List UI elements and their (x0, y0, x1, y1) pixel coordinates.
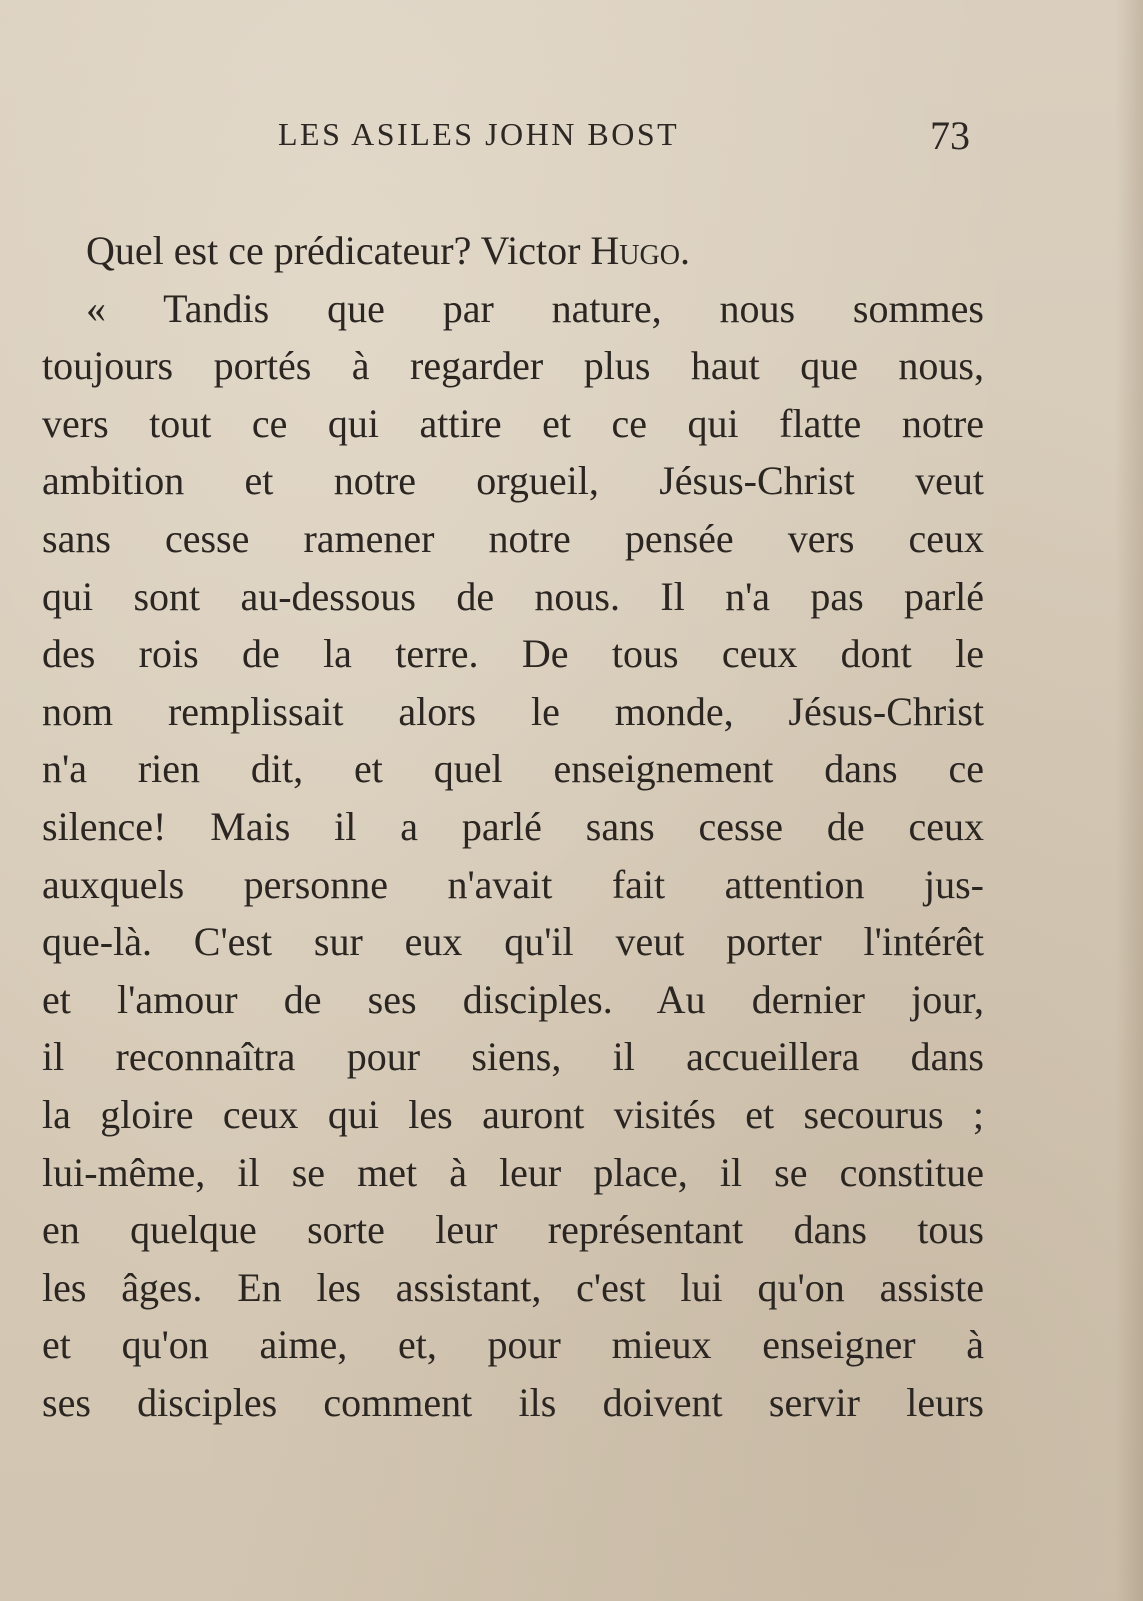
author-name: Hugo. (590, 228, 690, 273)
text-line-lead: Quel est ce prédicateur? Victor (86, 228, 591, 273)
text-line: ses disciples comment ils doivent servir leurs (42, 1379, 984, 1425)
text-line: n'a rien dit, et quel enseignement dans ce (42, 746, 984, 792)
text-line: vers tout ce qui attire et ce qui flatte notre (42, 400, 984, 446)
text-line: des rois de la terre. De tous ceux dont le (42, 631, 984, 677)
text-line: la gloire ceux qui les auront visités et secourus ; (42, 1091, 984, 1137)
text-line: lui-même, il se met à leur place, il se constitue (42, 1149, 984, 1195)
text-line: en quelque sorte leur représentant dans tous (42, 1207, 984, 1253)
text-line: sans cesse ramener notre pensée vers ceux (42, 515, 984, 561)
text-line: il reconnaîtra pour siens, il accueillera dans (42, 1034, 984, 1080)
text-line: « Tandis que par nature, nous sommes (86, 285, 984, 331)
text-line: que-là. C'est sur eux qu'il veut porter l'intérêt (42, 919, 984, 965)
body-text (42, 222, 984, 1431)
text-line: ambition et notre orgueil, Jésus-Christ veut (42, 458, 984, 504)
text-line: qui sont au-dessous de nous. Il n'a pas parlé (42, 573, 984, 619)
text-line: les âges. En les assistant, c'est lui qu'on assiste (42, 1264, 984, 1310)
page-number: 73 (930, 113, 970, 158)
text-line: et qu'on aime, et, pour mieux enseigner à (42, 1322, 984, 1368)
text-line: toujours portés à regarder plus haut que nous, (42, 343, 984, 389)
running-head-title: LES ASILES JOHN BOST (278, 116, 680, 152)
text-line: silence! Mais il a parlé sans cesse de ceux (42, 803, 984, 849)
text-line (42, 222, 984, 280)
text-line: auxquels personne n'avait fait attention jus- (42, 861, 984, 907)
text-line: et l'amour de ses disciples. Au dernier jour, (42, 976, 984, 1022)
text-line: nom remplissait alors le monde, Jésus-Christ (42, 688, 984, 734)
